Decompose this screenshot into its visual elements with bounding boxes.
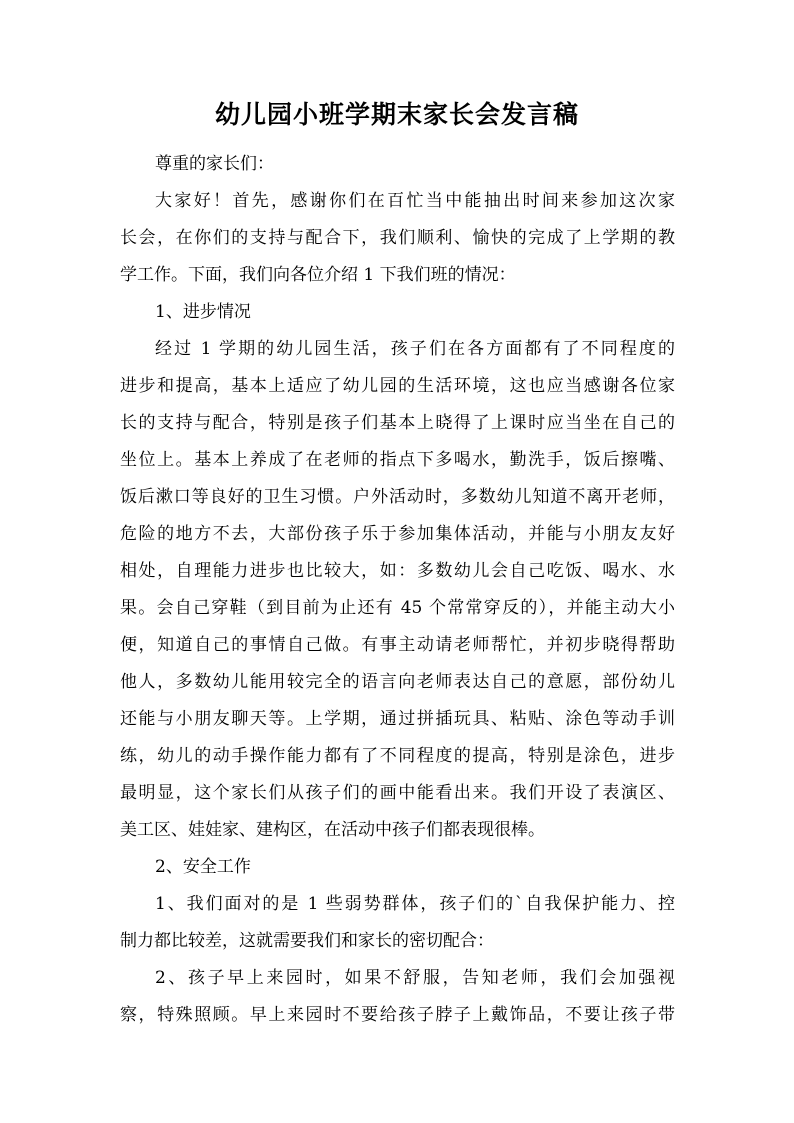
paragraph-line: 饭后漱口等良好的卫生习惯。户外活动时，多数幼儿知道不离开老师， bbox=[120, 487, 675, 507]
section-heading: 1、进步情况 bbox=[155, 302, 251, 322]
document-title: 幼儿园小班学期末家长会发言稿 bbox=[214, 100, 579, 129]
greeting-line: 尊重的家长们： bbox=[155, 154, 274, 174]
paragraph-line: 制力都比较差，这就需要我们和家长的密切配合： bbox=[120, 931, 494, 951]
paragraph-line: 最明显，这个家长们从孩子们的画中能看出来。我们开设了表演区、 bbox=[120, 783, 675, 803]
paragraph-line: 进步和提高，基本上适应了幼儿园的生活环境，这也应当感谢各位家 bbox=[120, 376, 675, 396]
paragraph-line: 坐位上。基本上养成了在老师的指点下多喝水，勤洗手，饭后擦嘴、 bbox=[120, 450, 675, 470]
paragraph-line: 他人，多数幼儿能用较完全的语言向老师表达自己的意愿，部份幼儿 bbox=[120, 672, 675, 692]
paragraph-line: 经过 1 学期的幼儿园生活，孩子们在各方面都有了不同程度的 bbox=[155, 339, 675, 359]
paragraph-line: 危险的地方不去，大部份孩子乐于参加集体活动，并能与小朋友友好 bbox=[120, 524, 675, 544]
paragraph-line: 便，知道自己的事情自己做。有事主动请老师帮忙，并初步晓得帮助 bbox=[120, 635, 675, 655]
paragraph-line: 果。会自己穿鞋（到目前为止还有 45 个常常穿反的），并能主动大小 bbox=[120, 598, 675, 618]
paragraph-line: 还能与小朋友聊天等。上学期，通过拼插玩具、粘贴、涂色等动手训 bbox=[120, 709, 675, 729]
paragraph-line: 察，特殊照顾。早上来园时不要给孩子脖子上戴饰品，不要让孩子带 bbox=[120, 1005, 675, 1025]
section-heading: 2、安全工作 bbox=[155, 857, 251, 877]
paragraph-line: 大家好！首先，感谢你们在百忙当中能抽出时间来参加这次家 bbox=[155, 191, 675, 211]
paragraph-line: 长会，在你们的支持与配合下，我们顺利、愉快的完成了上学期的教 bbox=[120, 228, 675, 248]
paragraph-line: 美工区、娃娃家、建构区，在活动中孩子们都表现很棒。 bbox=[120, 820, 545, 840]
paragraph-line: 1、我们面对的是 1 些弱势群体，孩子们的`自我保护能力、控 bbox=[155, 894, 675, 914]
paragraph-line: 练，幼儿的动手操作能力都有了不同程度的提高，特别是涂色，进步 bbox=[120, 746, 675, 766]
paragraph-line: 学工作。下面，我们向各位介绍 1 下我们班的情况： bbox=[120, 265, 516, 285]
paragraph-line: 2、孩子早上来园时，如果不舒服，告知老师，我们会加强视 bbox=[155, 968, 675, 988]
paragraph-line: 相处，自理能力进步也比较大，如：多数幼儿会自己吃饭、喝水、水 bbox=[120, 561, 675, 581]
paragraph-line: 长的支持与配合，特别是孩子们基本上晓得了上课时应当坐在自己的 bbox=[120, 413, 675, 433]
